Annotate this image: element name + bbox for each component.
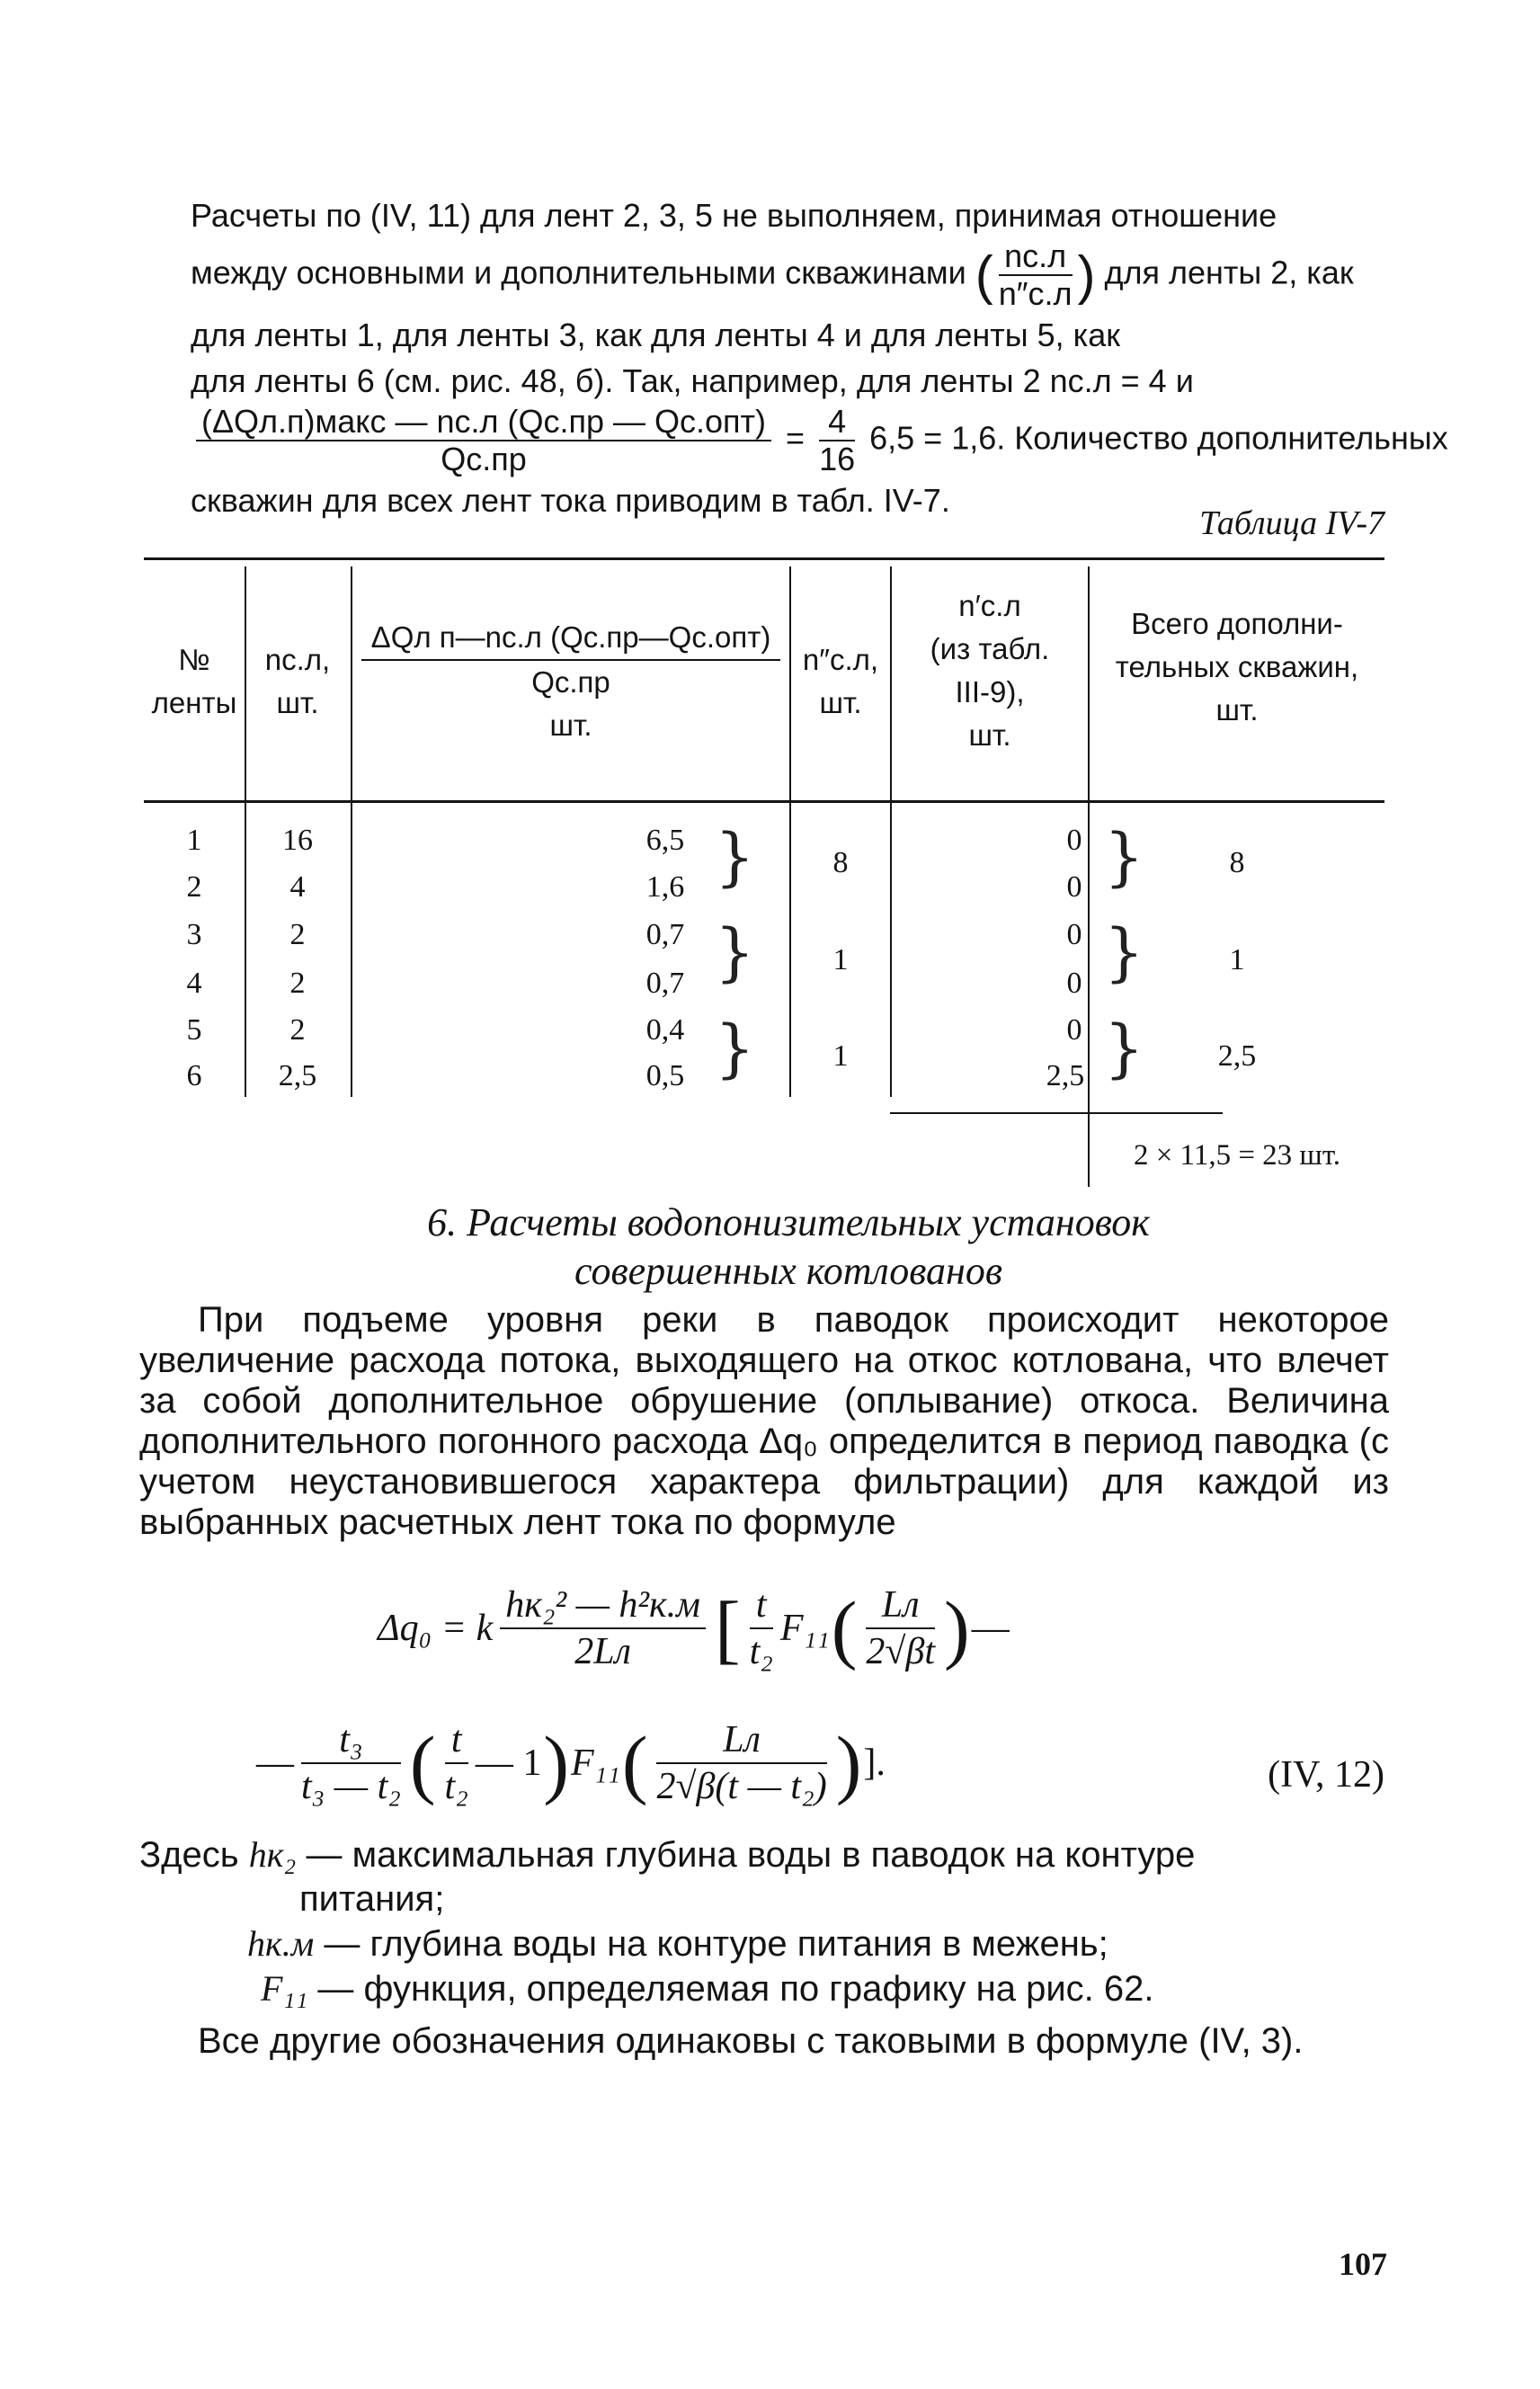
cell-dq: 1,6 <box>645 870 685 904</box>
cell-n1: 2,5 <box>1046 1059 1085 1092</box>
cell-n2: 1 <box>832 943 849 976</box>
cell-n: 2 <box>289 967 306 1000</box>
cell-no: 4 <box>186 967 202 1000</box>
closing-paragraph: Все другие обозначения одинаковы с таковыми в формуле (IV, 3). <box>198 2021 1304 2061</box>
intro-line-2: между основными и дополнительными скважинами ( $\frac{nс.л}{n''с.л}$ ) для ленты 2, как <box>191 237 1354 312</box>
formula-row-1: Δq₀ = k $\frac{\text{hк₂² — h²к.м}}{2Lл}$ [ $\frac{t}{\text{t₂}}$ F₁₁ ( $\frac{Lл}{2√\beta t}$ ) — <box>378 1584 1010 1672</box>
inline-formula-result: 6,5 = 1,6. Количество дополнительных <box>869 419 1448 457</box>
intro-line-1: Расчеты по (IV, 11) для лент 2, 3, 5 не выполняем, принимая отношение <box>191 197 1277 234</box>
formula-iv-12 <box>256 1582 1384 1852</box>
body-paragraph: При подъеме уровня реки в паводок происходит некоторое увеличение расхода потока, выходящего на откос котлована, что влечет за собой дополнительное обрушение (оплывание) откоса. Величина дополнительного погонного расхода Δq₀ определится в период паводка (с учетом неустановившегося характера фильтрации) для каждой из выбранных расчетных лент тока по формуле <box>139 1300 1389 1542</box>
cell-n2: 1 <box>832 1039 849 1073</box>
cell-n1: 0 <box>1066 824 1082 857</box>
definition-item: Здесь hк₂ — максимальная глубина воды в паводок на контуре <box>139 1834 1196 1875</box>
group-brace: } <box>1104 915 1144 989</box>
header-n2-sl: n″с.л, шт. <box>802 643 879 719</box>
cell-no: 1 <box>186 824 202 857</box>
intro-line-2-end: для ленты 2, как <box>1104 254 1354 291</box>
cell-dq: 0,4 <box>645 1013 685 1047</box>
cell-n: 2,5 <box>278 1059 317 1092</box>
header-n1-sl: n′с.л (из табл. III-9), шт. <box>930 589 1050 752</box>
cell-no: 6 <box>186 1059 202 1092</box>
header-no: № ленты <box>151 643 237 719</box>
data-table <box>144 557 1384 1187</box>
table-header-rule <box>144 800 1384 803</box>
group-brace: } <box>715 820 755 894</box>
formula-number: (IV, 12) <box>1268 1754 1384 1796</box>
group-brace: } <box>715 915 755 989</box>
cell-total: 1 <box>1229 943 1245 976</box>
intro-line-4: для ленты 6 (см. рис. 48, б). Так, например, для ленты 2 nс.л = 4 и <box>191 362 1194 399</box>
cell-dq: 0,7 <box>645 918 685 951</box>
grand-total: 2 × 11,5 = 23 шт. <box>1133 1139 1341 1172</box>
cell-no: 2 <box>186 870 202 904</box>
intro-paragraph <box>191 192 1448 523</box>
cell-total: 8 <box>1229 846 1245 879</box>
header-dq-formula: ΔQл п—nс.л (Qс.пр—Qс.опт) Qс.пр шт. <box>352 616 789 747</box>
intro-line-2-start: между основными и дополнительными скважинами <box>191 254 966 291</box>
definition-item: F₁₁ — функция, определяемая по графику на рис. 62. <box>261 1968 1154 2009</box>
group-brace: } <box>1104 820 1144 894</box>
cell-dq: 0,7 <box>645 967 685 1000</box>
table-top-rule <box>144 557 1384 560</box>
definition-item: hк.м — глубина воды на контуре питания в межень; <box>247 1923 1108 1964</box>
cell-n2: 8 <box>832 846 849 879</box>
cell-dq: 6,5 <box>645 824 685 857</box>
cell-total: 2,5 <box>1217 1039 1257 1073</box>
header-total: Всего дополни- тельных скважин, шт. <box>1115 607 1359 727</box>
group-brace: } <box>1104 1012 1144 1085</box>
inline-small-fraction: $\frac{4}{16}$ <box>819 403 856 477</box>
intro-line-3: для ленты 1, для ленты 3, как для ленты 4 и для ленты 5, как <box>191 316 1120 353</box>
cell-n: 2 <box>289 918 306 951</box>
group-brace: } <box>715 1012 755 1085</box>
cell-n: 4 <box>289 870 306 904</box>
cell-n: 2 <box>289 1013 306 1047</box>
page-number: 107 <box>1339 2246 1387 2282</box>
header-n-sl: nс.л, шт. <box>264 643 331 719</box>
section-heading: 6. Расчеты водопонизительных установок совершенных котлованов <box>427 1200 1150 1293</box>
cell-n1: 0 <box>1066 870 1082 904</box>
definitions <box>139 1834 1389 2013</box>
definition-continuation: питания; <box>299 1879 445 1919</box>
cell-no: 3 <box>186 918 202 951</box>
cell-n1: 0 <box>1066 967 1082 1000</box>
intro-formula-line: $\frac{\text{(ΔQл.п)макс — nс.л (Qс.пр — Qс.опт)}}{Qс.пр}$ = $\frac{4}{16}$ 6,5 = 1,6. Количество дополнительных <box>191 404 1386 477</box>
formula-row-2: — $\frac{\text{t₃}}{\text{t₃ — t₂}}$ ( $\frac{t}{\text{t₂}}$ — 1 ) F₁₁ ( $\frac{Lл}{\text{2√β(t — t₂)}}$ ) ]. <box>256 1719 886 1807</box>
inline-formula-fraction: $\frac{\text{(ΔQл.п)макс — nс.л (Qс.пр — Qс.опт)}}{Qс.пр}$ <box>196 404 771 477</box>
cell-no: 5 <box>186 1013 202 1047</box>
table-caption: Таблица IV-7 <box>1199 504 1384 542</box>
cell-n1: 0 <box>1066 918 1082 951</box>
table-total-rule <box>890 1112 1223 1114</box>
ratio-fraction: $\frac{nс.л}{n''с.л}$ <box>998 237 1073 312</box>
intro-line-6: скважин для всех лент тока приводим в табл. IV-7. <box>191 482 950 519</box>
cell-n: 16 <box>282 824 313 857</box>
cell-n1: 0 <box>1066 1013 1082 1047</box>
cell-dq: 0,5 <box>645 1059 685 1092</box>
